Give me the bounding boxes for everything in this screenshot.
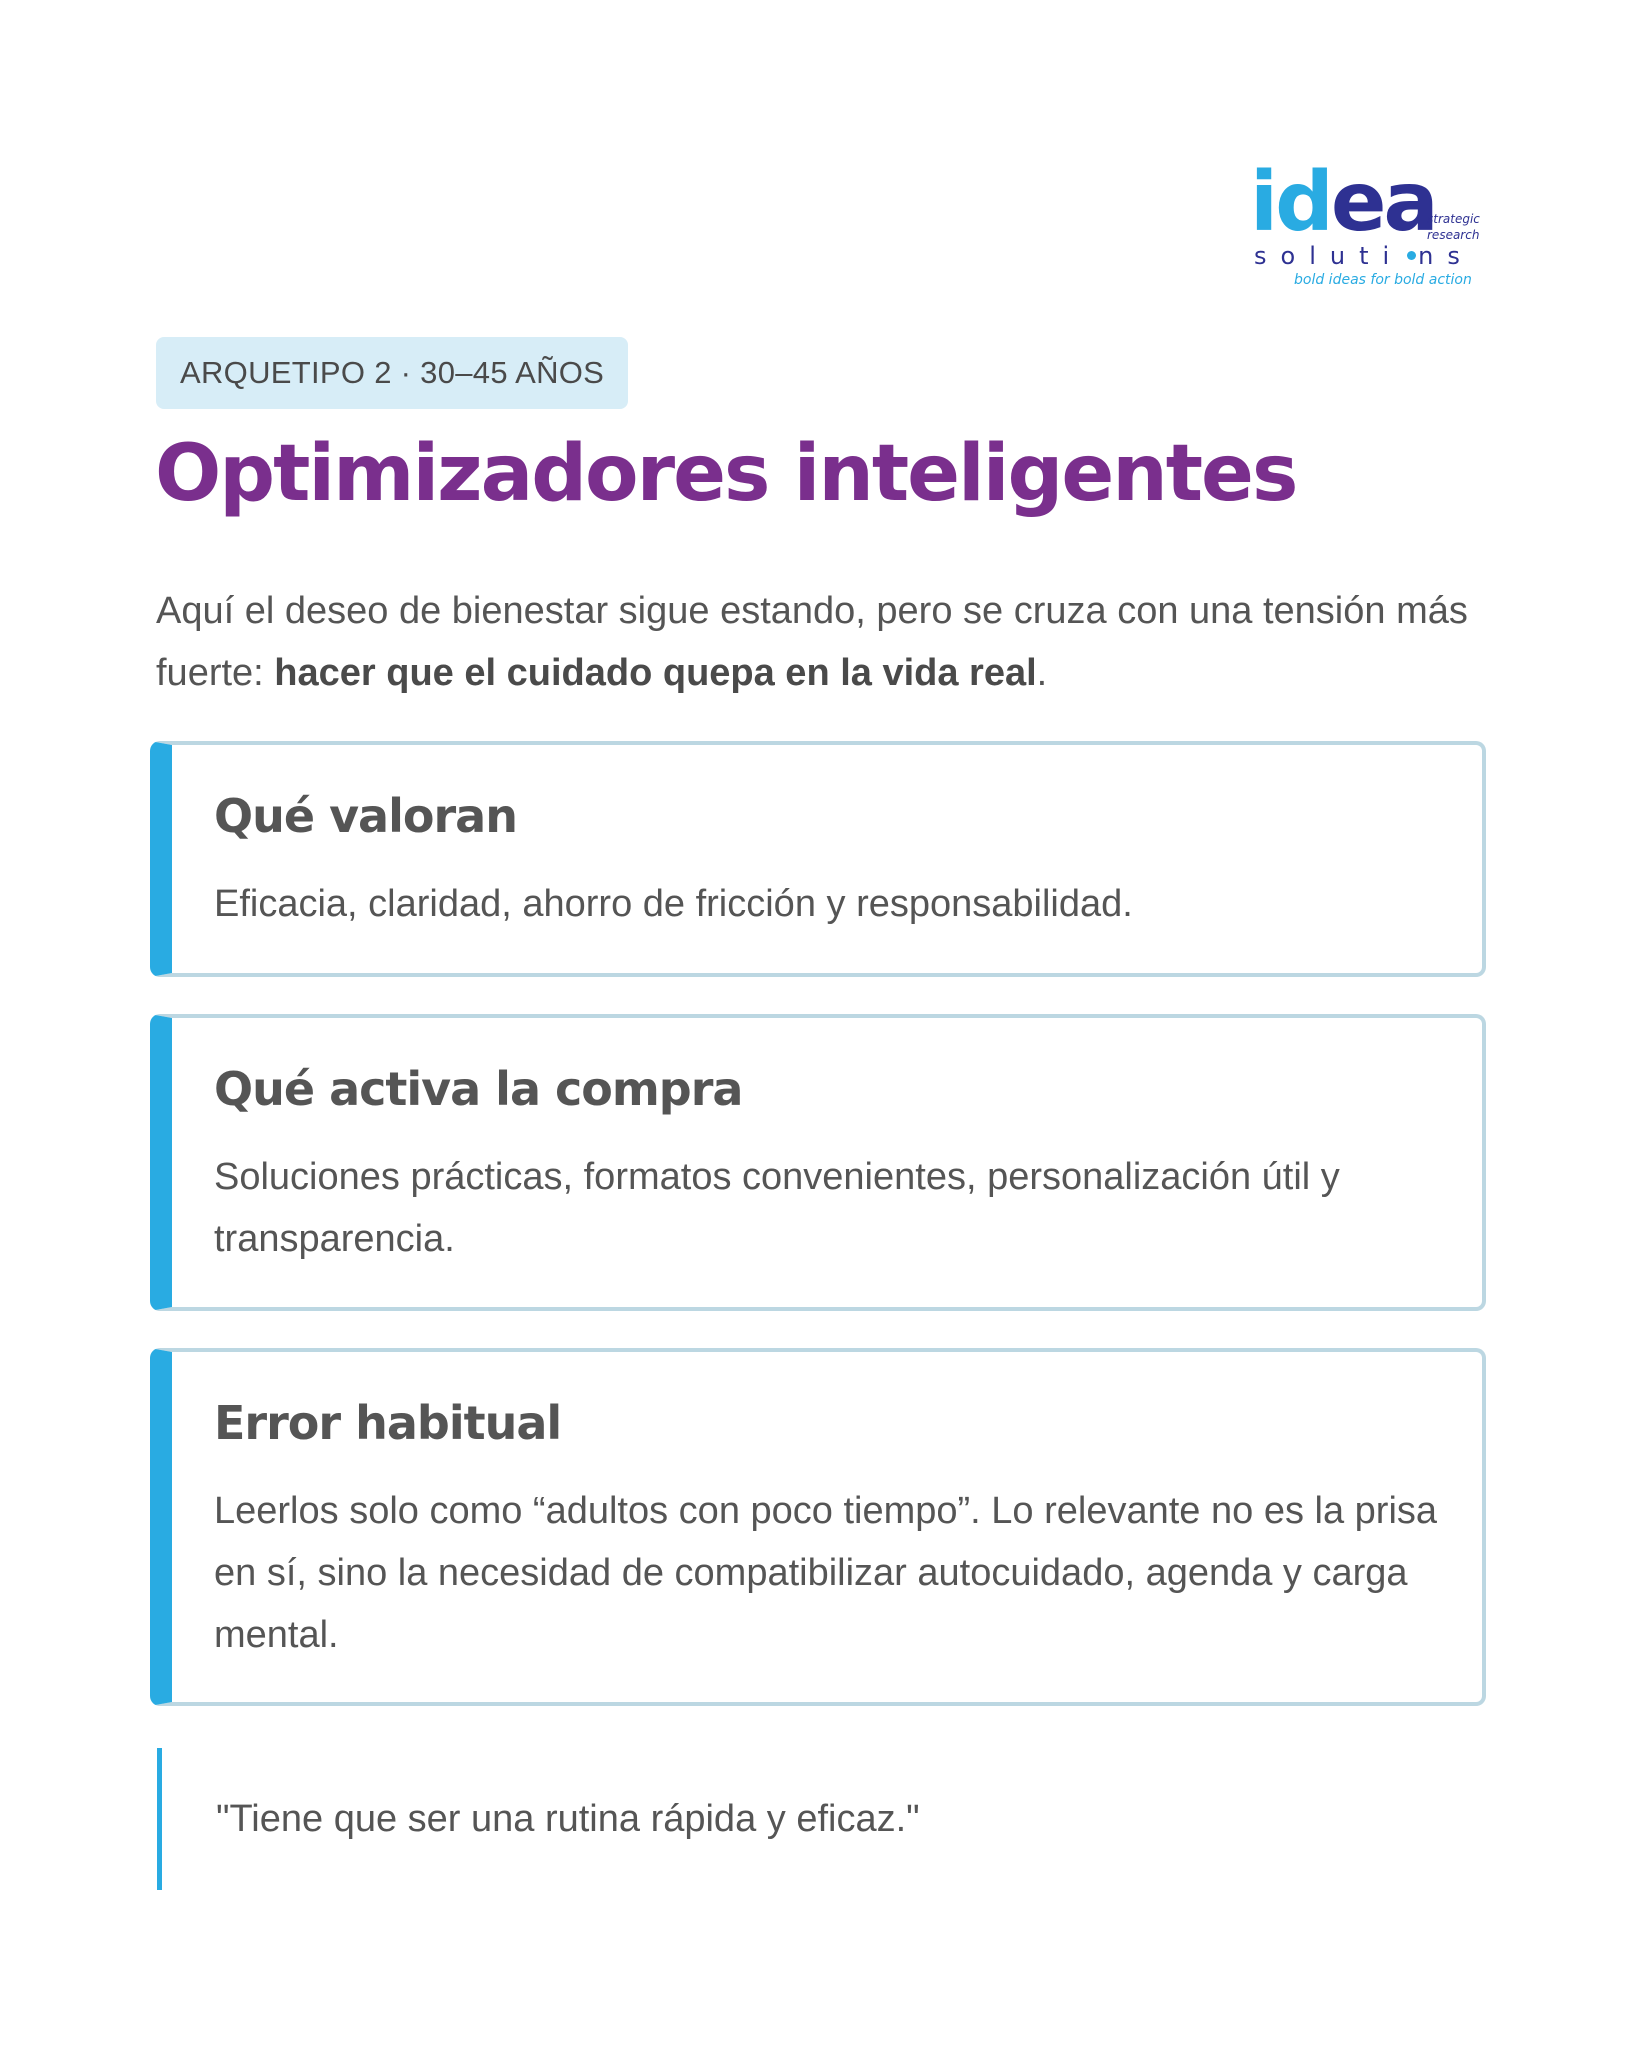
quote-accent-bar [157,1748,162,1890]
card-heading: Error habitual [214,1396,562,1450]
card-body: Soluciones prácticas, formatos convenientes, personalización útil y transparencia. [214,1156,1340,1260]
idea-solutions-logo [1250,155,1490,296]
quote-text: "Tiene que ser una rutina rápida y eficaz." [216,1798,920,1840]
card-what-they-value [150,741,1486,977]
logo-dot-icon [1407,251,1416,260]
card-body: Leerlos solo como “adultos con poco tiempo”. Lo relevante no es la prisa en sí, sino la necesidad de compatibilizar autocuidado, agenda y carga mental. [214,1490,1438,1656]
archetype-badge: ARQUETIPO 2 · 30–45 AÑOS [156,337,628,409]
card-purchase-triggers [150,1014,1486,1311]
intro-paragraph: Aquí el deseo de bienestar sigue estando, pero se cruza con una tensión más fuerte: hacer que el cuidado quepa en la vida real. [156,590,1468,694]
logo-slogan: bold ideas for bold action [1294,272,1472,288]
intro-highlight: hacer que el cuidado quepa en la vida real [274,652,1037,694]
card-heading: Qué valoran [214,789,517,843]
logo-tagline: strategic research [1427,212,1480,242]
logo-wordmark: idea [1250,155,1436,250]
card-common-mistake [150,1348,1486,1706]
card-heading: Qué activa la compra [214,1062,743,1116]
card-body: Eficacia, claridad, ahorro de fricción y responsabilidad. [214,883,1133,925]
logo-solutions-text: soluti ns [1254,242,1474,270]
page-title: Optimizadores inteligentes [155,429,1297,519]
